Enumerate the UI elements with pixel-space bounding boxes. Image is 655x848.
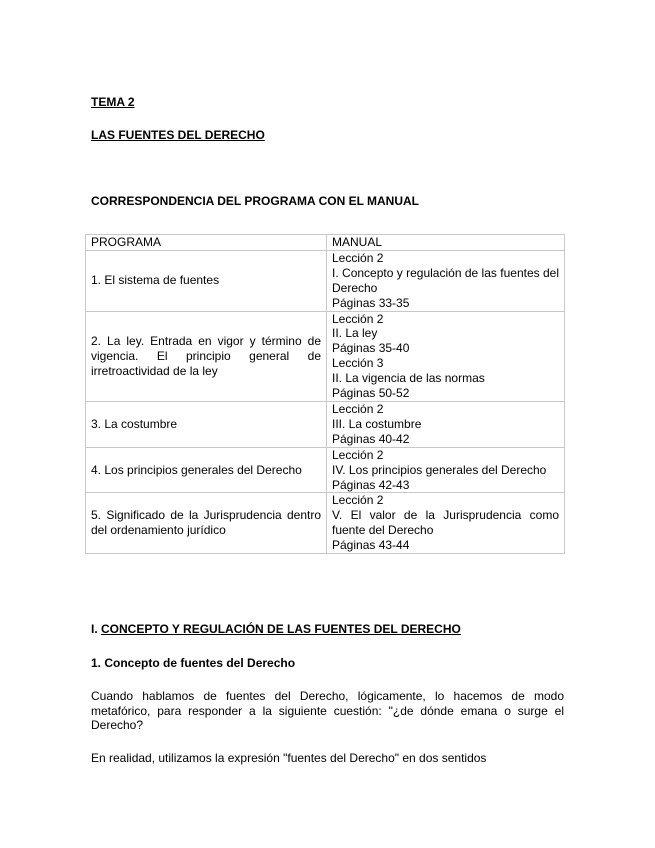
header-programa: PROGRAMA	[86, 235, 327, 251]
programa-cell: 1. El sistema de fuentes	[86, 250, 327, 311]
programa-cell: 5. Significado de la Jurisprudencia dentro del ordenamiento jurídico	[86, 493, 327, 554]
manual-line: II. La ley	[332, 326, 378, 341]
manual-line: III. La costumbre	[332, 416, 422, 431]
manual-cell	[327, 250, 565, 311]
manual-line: II. La vigencia de las normas	[332, 371, 485, 386]
manual-line: Lección 2	[332, 493, 384, 508]
titulo-heading: LAS FUENTES DEL DERECHO	[91, 128, 265, 142]
manual-line: Páginas 40-42	[332, 431, 410, 446]
correspondencia-heading: CORRESPONDENCIA DEL PROGRAMA CON EL MANUAL	[91, 194, 420, 208]
table-row	[86, 447, 565, 493]
section-number: I.	[91, 622, 98, 636]
header-manual: MANUAL	[327, 235, 565, 251]
manual-line: IV. Los principios generales del Derecho	[332, 462, 547, 477]
manual-cell	[327, 401, 565, 447]
manual-line: Páginas 50-52	[332, 386, 410, 401]
paragraph-2: En realidad, utilizamos la expresión "fuentes del Derecho" en dos sentidos	[91, 751, 487, 765]
manual-line: V. El valor de la Jurisprudencia como fuente del Derecho	[332, 508, 559, 538]
table-row	[86, 493, 565, 554]
manual-line: I. Concepto y regulación de las fuentes del Derecho	[332, 265, 559, 295]
manual-line: Páginas 43-44	[332, 538, 410, 553]
table-header-row	[86, 235, 565, 251]
manual-line: Páginas 42-43	[332, 477, 410, 492]
programa-manual-table	[85, 234, 565, 554]
table-row	[86, 250, 565, 311]
manual-line: Lección 2	[332, 447, 384, 462]
manual-line: Lección 2	[332, 311, 384, 326]
section-heading	[91, 622, 461, 637]
programa-cell: 2. La ley. Entrada en vigor y término de vigencia. El principio general de irretroactividad de la ley	[86, 311, 327, 401]
manual-line: Lección 3	[332, 356, 384, 371]
manual-cell	[327, 447, 565, 493]
table-row	[86, 311, 565, 401]
programa-cell: 3. La costumbre	[86, 401, 327, 447]
subsection-heading: 1. Concepto de fuentes del Derecho	[91, 656, 296, 670]
table-row	[86, 401, 565, 447]
manual-line: Páginas 35-40	[332, 341, 410, 356]
manual-cell	[327, 493, 565, 554]
manual-line: Lección 2	[332, 401, 384, 416]
manual-cell	[327, 311, 565, 401]
manual-line: Páginas 33-35	[332, 295, 410, 310]
programa-cell: 4. Los principios generales del Derecho	[86, 447, 327, 493]
paragraph-1: Cuando hablamos de fuentes del Derecho, lógicamente, lo hacemos de modo metafórico, para responder a la siguiente cuestión: "¿de dónde emana o surge el Derecho?	[91, 689, 564, 733]
tema-heading: TEMA 2	[91, 95, 135, 109]
section-title: CONCEPTO Y REGULACIÓN DE LAS FUENTES DEL DERECHO	[101, 622, 461, 636]
manual-line: Lección 2	[332, 250, 384, 265]
